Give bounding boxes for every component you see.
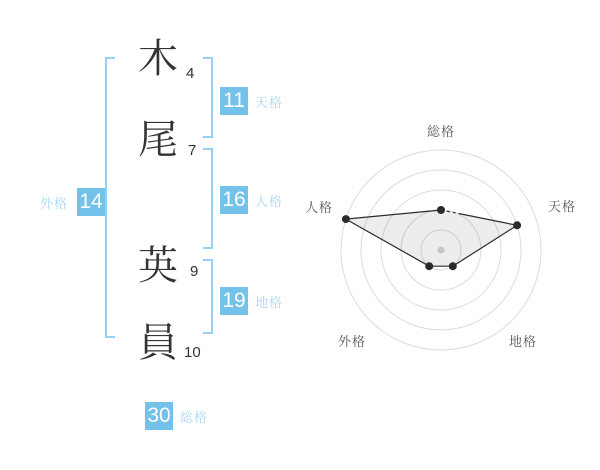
badge-chikaku <box>220 287 283 315</box>
radar-label-tenkaku: 天格 <box>548 199 577 214</box>
stroke-count: 7 <box>188 142 197 159</box>
badge-tenkaku-label: 天格 <box>255 94 284 110</box>
badge-chikaku-value: 19 <box>220 287 248 315</box>
badge-gaikaku-label: 外格 <box>40 195 69 211</box>
badge-chikaku-label: 地格 <box>255 294 284 310</box>
badge-soukaku-label: 総格 <box>180 409 209 425</box>
name-character: 英 <box>138 244 178 288</box>
badge-gaikaku-value: 14 <box>77 188 105 216</box>
radar-label-gaikaku: 外格 <box>337 334 367 349</box>
badge-tenkaku-value: 11 <box>220 87 248 115</box>
radar-label-soukaku: 総格 <box>426 124 456 139</box>
badge-tenkaku <box>220 87 283 115</box>
stroke-count: 4 <box>186 65 195 82</box>
radar-chart-container <box>300 110 590 360</box>
stroke-count: 10 <box>184 344 201 361</box>
badge-soukaku <box>145 402 208 430</box>
name-character: 木 <box>138 37 178 81</box>
bracket-jinkaku <box>203 148 213 249</box>
bracket-tenkaku <box>203 57 213 138</box>
badge-gaikaku <box>40 188 105 216</box>
stroke-count: 9 <box>190 263 199 280</box>
radar-center-dot <box>438 247 445 254</box>
badge-soukaku-value: 30 <box>145 402 173 430</box>
bracket-chikaku <box>203 259 213 334</box>
badge-jinkaku-value: 16 <box>220 186 248 214</box>
radar-area <box>346 210 517 266</box>
radar-label-chikaku: 地格 <box>508 334 538 349</box>
name-character: 尾 <box>138 118 178 162</box>
bracket-gaikaku <box>105 57 115 338</box>
badge-jinkaku <box>220 186 283 214</box>
badge-jinkaku-label: 人格 <box>255 193 284 209</box>
name-character: 員 <box>138 321 178 365</box>
radar-chart <box>300 110 590 360</box>
radar-label-jinkaku: 人格 <box>304 200 333 215</box>
